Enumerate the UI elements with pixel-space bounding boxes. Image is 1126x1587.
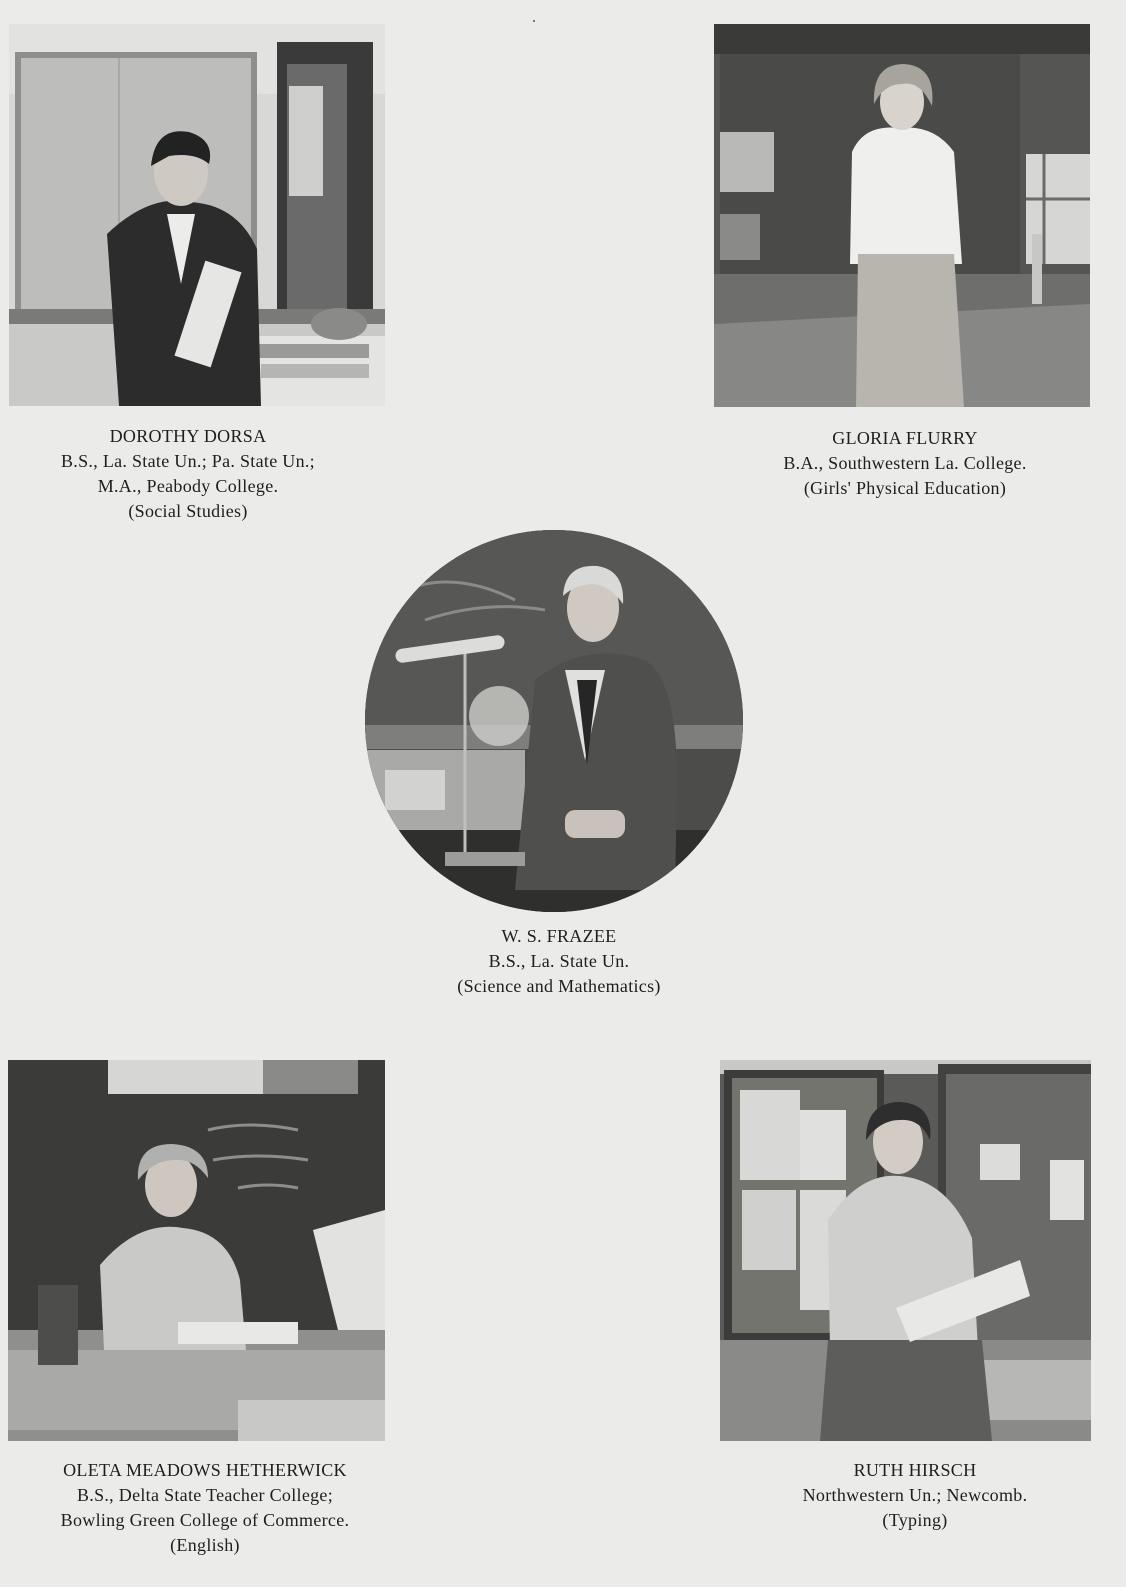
- faculty-credential: B.S., Delta State Teacher College;: [76, 1485, 334, 1505]
- photo-ruth-hirsch: [720, 1060, 1091, 1441]
- faculty-credential: Bowling Green College of Commerce.: [60, 1510, 350, 1530]
- photo-ws-frazee-image: [365, 530, 743, 912]
- faculty-name: OLETA MEADOWS HETHERWICK: [63, 1460, 347, 1480]
- faculty-subject: (Science and Mathematics): [457, 976, 661, 996]
- caption-ruth-hirsch: [745, 1458, 1085, 1533]
- photo-oleta-meadows-hetherwick-image: [8, 1060, 385, 1441]
- faculty-subject: (English): [170, 1535, 240, 1555]
- faculty-name: RUTH HIRSCH: [853, 1460, 977, 1480]
- photo-oleta-meadows-hetherwick: [8, 1060, 385, 1441]
- faculty-credential: B.A., Southwestern La. College.: [783, 453, 1027, 473]
- caption-dorothy-dorsa: [18, 424, 358, 524]
- faculty-subject: (Social Studies): [128, 501, 248, 521]
- photo-dorothy-dorsa-image: [9, 24, 385, 406]
- faculty-subject: (Typing): [882, 1510, 948, 1530]
- faculty-credential: M.A., Peabody College.: [97, 476, 279, 496]
- print-speck: [533, 20, 535, 22]
- faculty-credential: Northwestern Un.; Newcomb.: [802, 1485, 1028, 1505]
- photo-ruth-hirsch-image: [720, 1060, 1091, 1441]
- caption-gloria-flurry: [735, 426, 1075, 501]
- photo-gloria-flurry: [714, 24, 1090, 407]
- faculty-name: GLORIA FLURRY: [832, 428, 978, 448]
- faculty-name: DOROTHY DORSA: [109, 426, 267, 446]
- faculty-name: W. S. FRAZEE: [501, 926, 617, 946]
- photo-ws-frazee: [365, 530, 743, 912]
- faculty-subject: (Girls' Physical Education): [803, 478, 1007, 498]
- photo-dorothy-dorsa: [9, 24, 385, 406]
- caption-ws-frazee: [389, 924, 729, 999]
- photo-gloria-flurry-image: [714, 24, 1090, 407]
- faculty-credential: B.S., La. State Un.; Pa. State Un.;: [61, 451, 315, 471]
- faculty-credential: B.S., La. State Un.: [488, 951, 630, 971]
- caption-oleta-meadows-hetherwick: [18, 1458, 392, 1558]
